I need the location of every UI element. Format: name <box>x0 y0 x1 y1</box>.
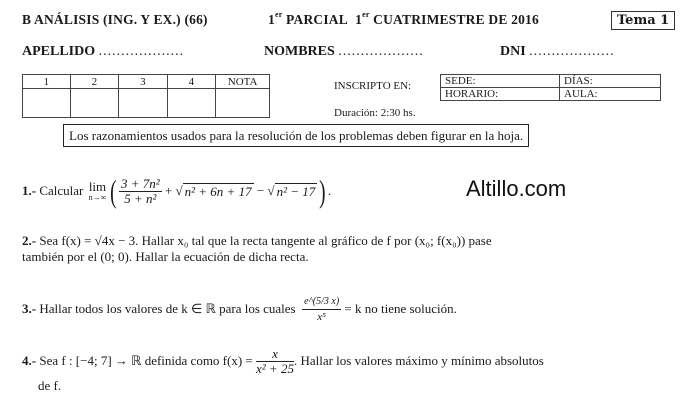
dni-field <box>500 44 615 60</box>
problem-4-text-a: Sea f : [−4; 7] → ℝ definida como f(x) = <box>39 353 253 368</box>
horario-cell: HORARIO: <box>441 88 560 101</box>
tema-badge: Tema 1 <box>611 11 675 30</box>
open-paren: ( <box>110 173 117 209</box>
inscripto-label: INSCRIPTO EN: <box>334 80 412 92</box>
problem-4-fraction <box>256 347 294 376</box>
grade-col-1: 1 <box>23 75 71 89</box>
cuat-text: CUATRIMESTRE DE 2016 <box>373 12 539 27</box>
limit-subscript: n→∞ <box>88 193 107 202</box>
close-paren: ) <box>319 173 326 209</box>
apellido-dots: ................... <box>98 44 185 59</box>
problem-2-number: 2.- <box>22 233 37 248</box>
problem-4-cont: de f. <box>38 378 62 393</box>
problem-2-cont: también por el (0; 0). Hallar la ecuación de dicha recta. <box>22 249 309 264</box>
dias-cell: DÍAS: <box>560 75 661 88</box>
problem-1-fraction <box>119 177 162 206</box>
problem-1-number: 1.- <box>22 183 37 198</box>
problem-4-number: 4.- <box>22 353 37 368</box>
grade-col-3: 3 <box>119 75 168 89</box>
dni-label: DNI <box>500 44 526 59</box>
exam-title <box>268 12 539 28</box>
sede-cell: SEDE: <box>441 75 560 88</box>
problem-4-text-b: . Hallar los valores máximo y mínimo absolutos <box>293 353 544 368</box>
cuat-number: 1 <box>355 12 363 27</box>
problem-2-line-1: Sea f(x) = √4x − 3. Hallar x₀ tal que la recta tangente al gráfico de f por (x₀; f(x₀)) pase <box>39 233 492 248</box>
problem-2 <box>22 233 492 249</box>
radicand-2: n² − 17 <box>276 183 316 199</box>
inscripto-table <box>440 74 661 101</box>
grade-cell-4 <box>167 89 216 118</box>
altillo-watermark: Altillo.com <box>466 176 567 201</box>
problem-3-fraction <box>302 295 341 324</box>
grade-cell-2 <box>70 89 119 118</box>
problem-3-numerator: e^(5/3 x) <box>302 295 341 310</box>
course-title: B ANÁLISIS (ING. Y EX.) (66) <box>22 12 208 27</box>
problem-3-text-b: = k no tiene solución. <box>344 301 457 316</box>
grade-cell-1 <box>23 89 71 118</box>
problem-1-text: Calcular <box>39 183 84 198</box>
problem-3 <box>22 288 457 330</box>
apellido-field <box>22 44 184 60</box>
dni-dots: ................... <box>529 44 615 59</box>
grade-cell-nota <box>216 89 270 118</box>
parcial-word: PARCIAL <box>286 12 348 27</box>
reasoning-note: Los razonamientos usados para la resolución de los problemas deben figurar en la hoja. <box>63 124 529 147</box>
fraction-numerator: 3 + 7n² <box>121 175 160 191</box>
problem-3-text-a: Hallar todos los valores de k ∈ ℝ para los cuales <box>39 301 296 316</box>
grades-header-row <box>23 75 270 89</box>
grades-score-row <box>23 89 270 118</box>
problem-3-denominator: x⁵ <box>317 310 326 323</box>
grade-col-2: 2 <box>70 75 119 89</box>
grade-cell-3 <box>119 89 168 118</box>
apellido-label: APELLIDO <box>22 44 96 59</box>
problem-4 <box>22 344 544 378</box>
fraction-denominator: 5 + n² <box>124 190 157 206</box>
aula-cell: AULA: <box>560 88 661 101</box>
grades-table <box>22 74 270 118</box>
radicand-1: n² + 6n + 17 <box>184 183 252 199</box>
parcial-sup: er <box>274 10 283 19</box>
problem-3-number: 3.- <box>22 301 37 316</box>
nombres-field <box>264 44 424 60</box>
duracion-text: Duración: 2:30 hs. <box>334 107 416 119</box>
nombres-dots: ................... <box>338 44 424 59</box>
limit-operator <box>89 180 107 202</box>
problem-1: 1.- Calcular lim n→∞ ( $\frac{\text{3 + 7n²}}{\text{5 + n²}}$ + √ n² + 6n + 17 − √ n² − 17 ) . <box>22 173 332 209</box>
problem-4-denominator: x² + 25 <box>256 360 294 376</box>
nombres-label: NOMBRES <box>264 44 335 59</box>
limit-word: lim <box>88 179 107 194</box>
parcial-number: 1 <box>268 12 275 27</box>
grade-col-nota: NOTA <box>216 75 270 89</box>
grade-col-4: 4 <box>167 75 216 89</box>
problem-4-numerator: x <box>256 347 294 362</box>
cuat-sup: er <box>362 10 370 19</box>
